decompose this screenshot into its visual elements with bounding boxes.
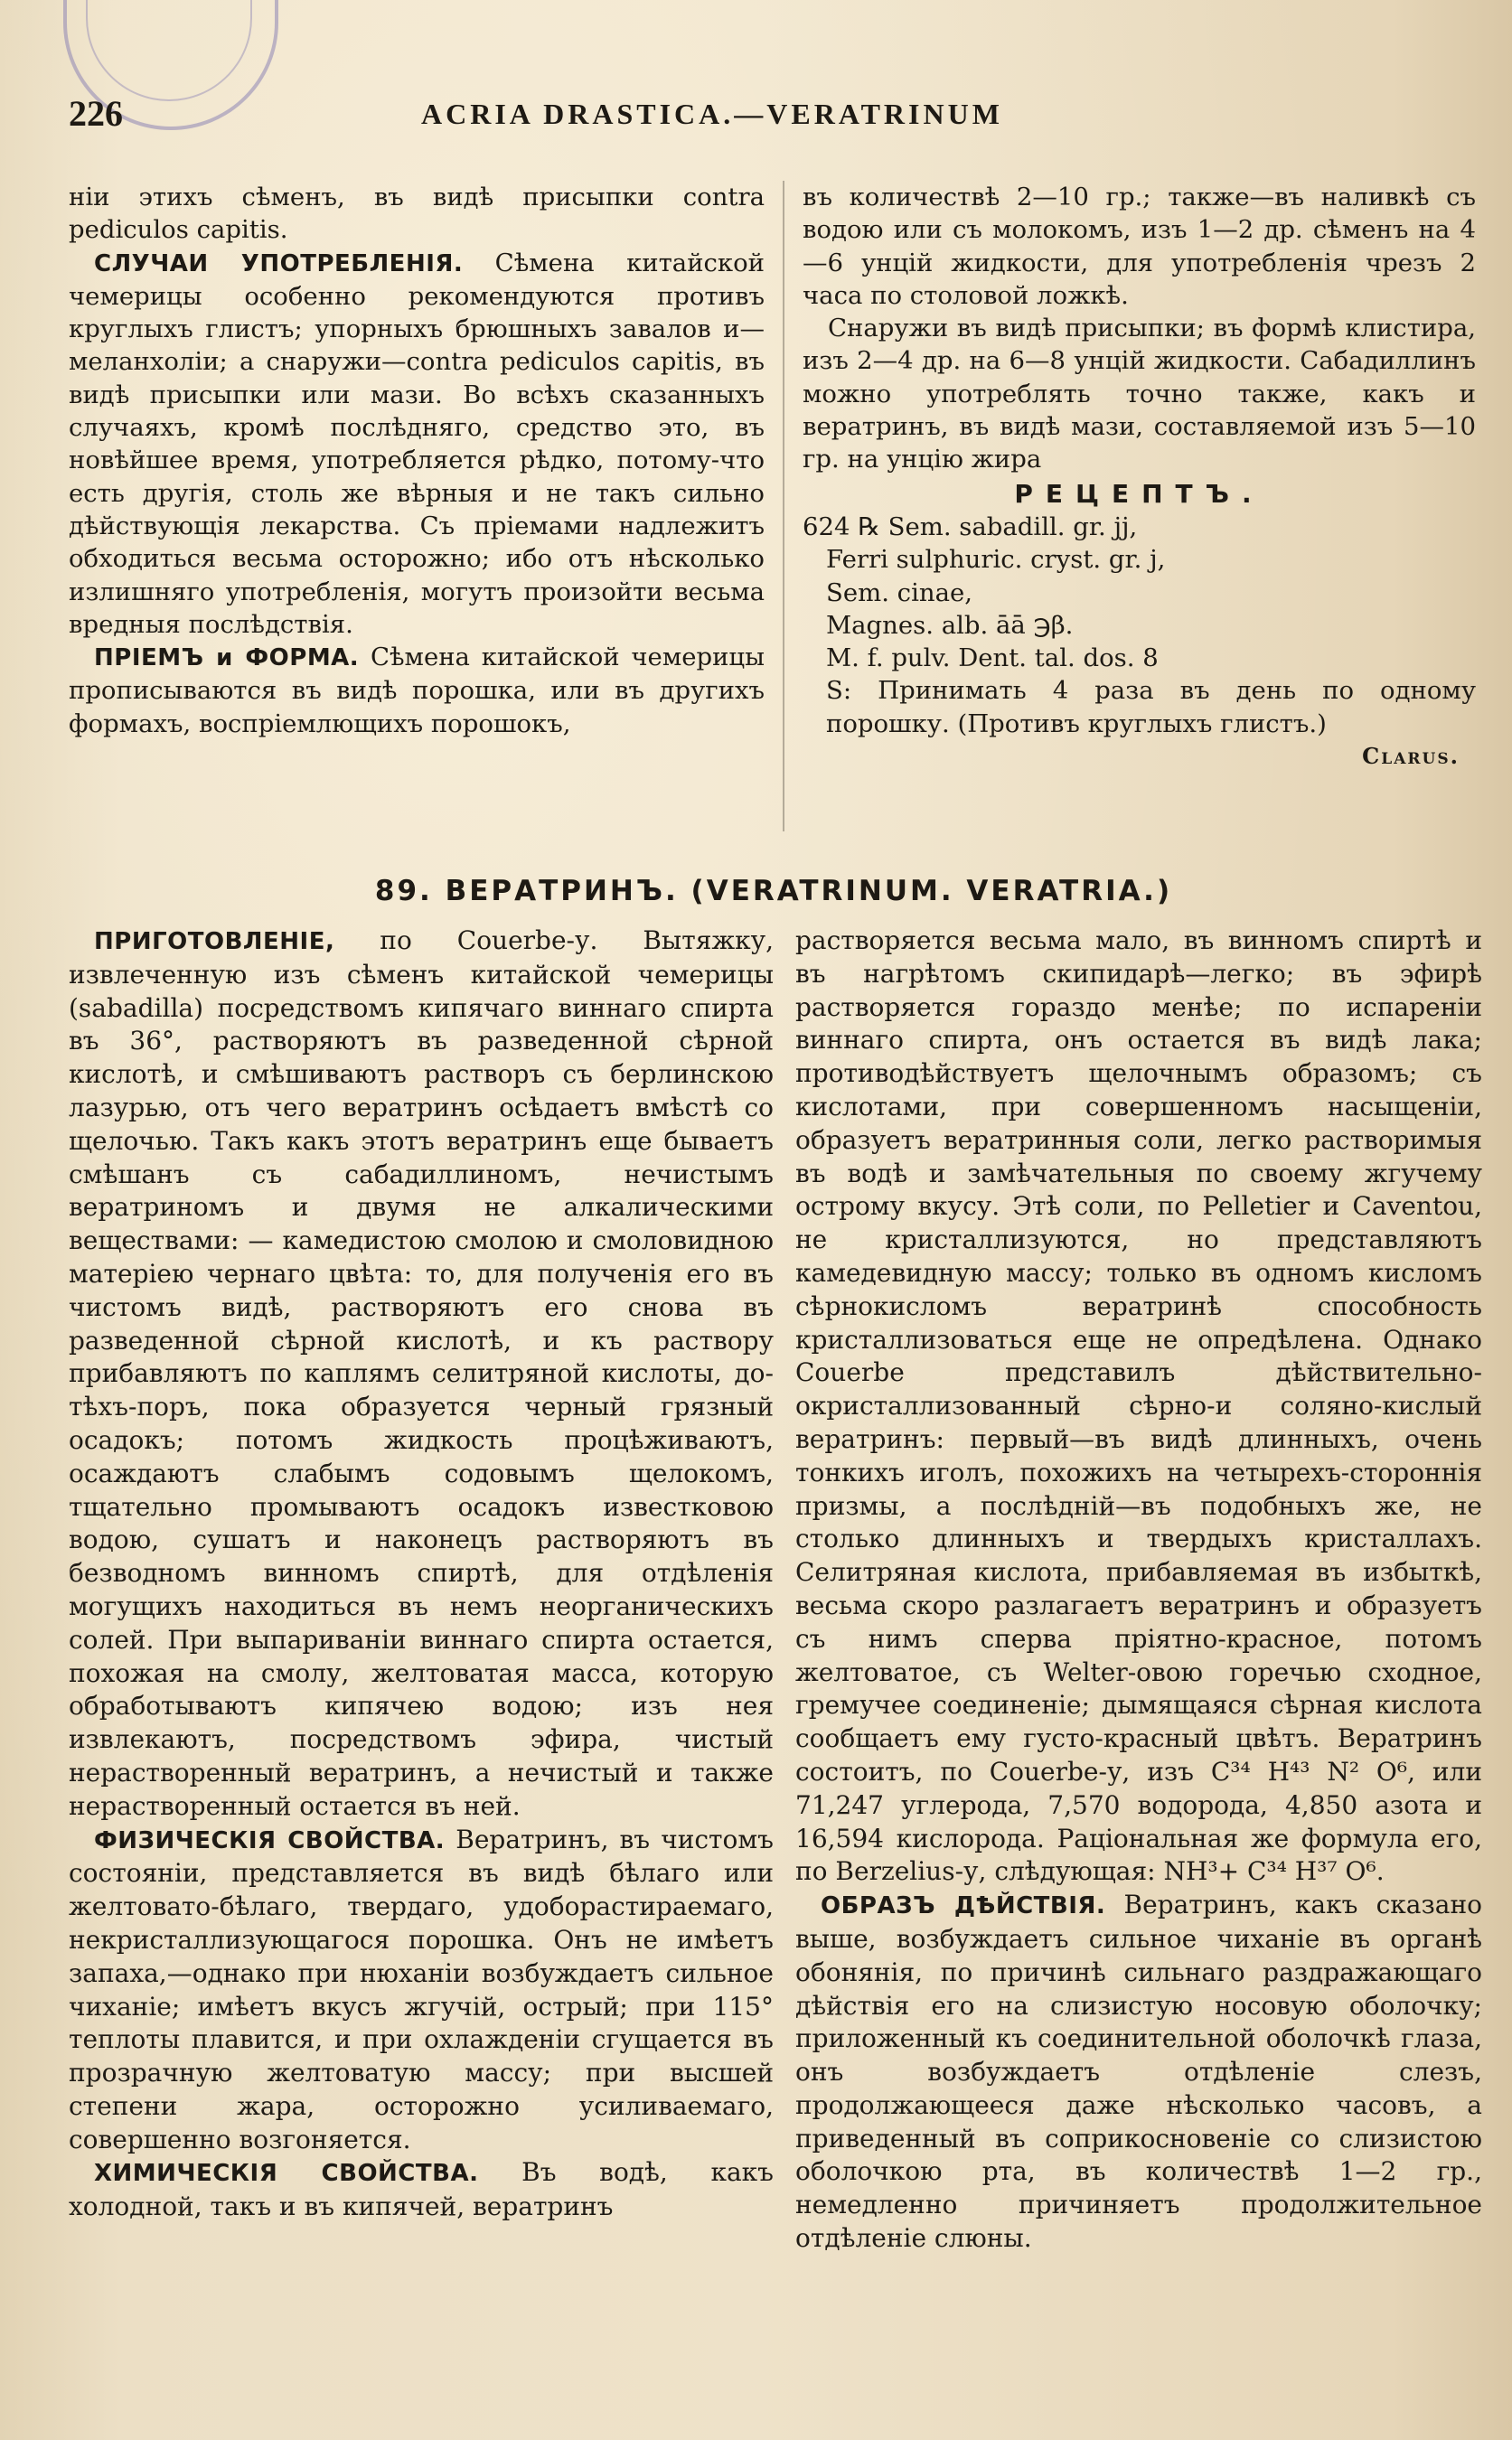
top-right-column xyxy=(803,181,1476,773)
section-title: 89. ВЕРАТРИНЪ. (VERATRINUM. VERATRIA.) xyxy=(374,875,1173,907)
section-heading: ПРИГОТОВЛЕНІЕ, xyxy=(94,928,335,955)
paragraph-external-use: Снаружи въ видѣ присыпки; въ формѣ клистира, изъ 2—4 др. на 6—8 унцій жидкости. Сабадиллинъ можно употреблять точно также, какъ и вератринъ, въ видѣ мази, составляемой изъ 5—10 гр. на унцію жира xyxy=(803,314,1476,474)
paragraph-text: по Couerbe-у. Вытяжку, извлеченную изъ сѣменъ китайской чемерицы (sabadilla) посредствомъ кипячаго виннаго спирта въ 36°, растворяютъ въ разведенной сѣрной кислотѣ, и смѣшиваютъ растворъ съ берлинскою лазурью, отъ чего вератринъ осѣдаетъ вмѣстѣ со щелочью. Такъ какъ этотъ вератринъ еще бываетъ смѣшанъ съ сабадиллиномъ, нечистымъ вератриномъ и двумя не алкалическими веществами: — камедистою смолою и смоловидною матеріею чернаго цвѣта: то, для полученія его въ чистомъ видѣ, растворяютъ его снова въ разведенной сѣрной кислотѣ, и къ раствору прибавляютъ по каплямъ селитряной кислоты, до-тѣхъ-поръ, пока образуется черный грязный осадокъ; потомъ жидкость процѣживаютъ, осаждаютъ слабымъ содовымъ щелокомъ, тщательно промываютъ осадокъ известковою водою, сушатъ и наконецъ растворяютъ въ безводномъ винномъ спиртѣ, для отдѣленія могущихъ находиться въ немъ неорганическихъ солей. При выпариваніи виннаго спирта остается, похожая на смолу, желтоватая масса, которую обработываютъ кипячею водою; изъ нея извлекаютъ, посредствомъ эфира, чистый нерастворенный вератринъ, а нечистый и также нерастворенный остается въ ней. xyxy=(69,925,774,1821)
paragraph-preparation xyxy=(69,924,774,1824)
paragraph-text: Сѣмена китайской чемерицы особенно рекомендуются противъ круглыхъ глистъ; упорныхъ брюшныхъ завалов и—меланхоліи; а снаружи—contra pediculos capitis, въ видѣ присыпки или мази. Во всѣхъ сказанныхъ случаяхъ, кромѣ послѣдняго, средство это, въ новѣйшее время, употребляется рѣдко, потому-что есть другія, столь же вѣрныя и не такъ сильно дѣйствующія лекарства. Съ пріемами надлежитъ обходиться весьма осторожно; ибо отъ нѣсколько излишняго употребленія, могутъ произойти весьма вредныя послѣдствія. xyxy=(69,248,765,639)
bottom-left-column xyxy=(69,924,774,2224)
bottom-right-column xyxy=(795,924,1482,2256)
column-divider xyxy=(783,181,784,831)
paragraph-text: Сѣмена китайской чемерицы прописываются въ видѣ порошка, или въ другихъ формахъ, воспріемлющихъ порошокъ, xyxy=(69,643,765,738)
section-heading: ПРІЕМЪ и ФОРМА. xyxy=(94,644,360,672)
top-left-column xyxy=(69,181,765,740)
recipe-title: РЕЦЕПТЪ. xyxy=(1014,478,1264,509)
section-heading: ФИЗИЧЕСКІЯ СВОЙСТВА. xyxy=(94,1826,446,1854)
paragraph-text: Вератринъ, какъ сказано выше, возбуждаетъ сильное чиханіе въ органѣ обонянія, по причинѣ сильнаго раздражающаго дѣйствія его на слизистую носовую оболочку; приложенный къ соединительной оболочкѣ глаза, онъ возбуждаетъ отдѣленіе слезъ, продолжающееся даже нѣсколько часовъ, а приведенный въ соприкосновеніе со слизистою оболочкою рта, въ количествѣ 1—2 гр., немедленно причиняетъ продолжительное отдѣленіе слюны. xyxy=(795,1890,1482,2254)
paragraph: растворяется весьма мало, въ винномъ спиртѣ и въ нагрѣтомъ скипидарѣ—легко; въ эфирѣ растворяется гораздо менѣе; по испареніи виннаго спирта, онъ остается въ видѣ лака; противодѣйствуетъ щелочнымъ образомъ; съ кислотами, при совершенномъ насыщеніи, образуетъ вератринныя соли, легко растворимыя въ водѣ и замѣчательныя по своему жгучему острому вкусу. Этѣ соли, по Pelletier и Caventou, не кристаллизуются, но представляютъ камедевидную массу; только въ одномъ кисломъ сѣрнокисломъ вератринѣ способность кристаллизоваться еще не опредѣлена. Однако Couerbe представилъ дѣйствительно-окристаллизованный сѣрно-и соляно-кислый вератринъ: первый—въ видѣ длинныхъ, очень тонкихъ иголъ, похожихъ на четырехъ-стороннія призмы, а послѣдній—въ подобныхъ же, не столько длинныхъ и твердыхъ кристаллахъ. Селитряная кислота, прибавляемая въ избыткѣ, весьма скоро разлагаетъ вератринъ и образуетъ съ нимъ сперва пріятно-красное, потомъ желтоватое, съ Welter-овою горечью сходное, гремучее соединеніе; дымящаяся сѣрная кислота сообщаетъ ему густо-красный цвѣтъ. Вератринъ состоитъ, по Couerbe-у, изъ C³⁴ H⁴³ N² O⁶, или 71,247 углерода, 7,570 водорода, 4,850 азота и 16,594 кислорода. Раціональная же формула его, по Berzelius-у, слѣдующая: NH³+ C³⁴ H³⁷ O⁶. xyxy=(795,925,1482,1887)
paragraph-chemical xyxy=(69,2156,774,2224)
section-heading: СЛУЧАИ УПОТРЕБЛЕНІЯ. xyxy=(94,249,464,277)
paragraph-dosage xyxy=(69,641,765,740)
page-header xyxy=(69,92,1153,137)
paragraph-text: Вератринъ, въ чистомъ состояніи, представляется въ видѣ бѣлаго или желтовато-бѣлаго, твердаго, удоборастираемаго, некристаллизующагося порошка. Онъ не имѣетъ запаха,—однако при нюханіи возбуждаетъ сильное чиханіе; имѣетъ вкусъ жгучій, острый; при 115° теплоты плавится, и при охлажденіи сгущается въ прозрачную желтоватую массу; при высшей степени жара, осторожно усиливаемаго, совершенно возгоняется. xyxy=(69,1824,774,2154)
recipe-signa: S: Принимать 4 раза въ день по одному порошку. (Противъ круглыхъ глистъ.) xyxy=(826,676,1476,738)
recipe-line: 624 ℞ Sem. sabadill. gr. jj, xyxy=(803,511,1138,541)
section-heading: ХИМИЧЕСКІЯ СВОЙСТВА. xyxy=(94,2160,479,2188)
recipe-line: M. f. pulv. Dent. tal. dos. 8 xyxy=(826,643,1159,673)
recipe-author: Clarus. xyxy=(1362,743,1460,770)
paragraph-action xyxy=(795,1889,1482,2256)
recipe-line: Ferri sulphuric. cryst. gr. j, xyxy=(826,545,1166,575)
paragraph-physical xyxy=(69,1824,774,2157)
running-title: ACRIA DRASTICA.—VERATRINUM xyxy=(421,98,1003,130)
recipe-block xyxy=(803,511,1476,740)
page-number: 226 xyxy=(69,93,123,134)
recipe-line: Sem. cinae, xyxy=(826,577,972,607)
section-heading: ОБРАЗЪ ДѢЙСТВІЯ. xyxy=(821,1892,1106,1920)
paragraph-text: Въ водѣ, какъ холодной, такъ и въ кипячей, вератринъ xyxy=(69,2157,774,2222)
paragraph: въ количествѣ 2—10 гр.; также—въ наливкѣ съ водою или съ молокомъ, изъ 1—2 др. сѣменъ на 4—6 унцій жидкости, для употребленія чрезъ 2 часа по столовой ложкѣ. xyxy=(803,183,1476,310)
recipe-line: Magnes. alb. āā ℈β. xyxy=(826,610,1074,640)
paragraph: ніи этихъ сѣменъ, въ видѣ присыпки contra pediculos capitis. xyxy=(69,183,765,245)
paragraph-usage xyxy=(69,247,765,642)
